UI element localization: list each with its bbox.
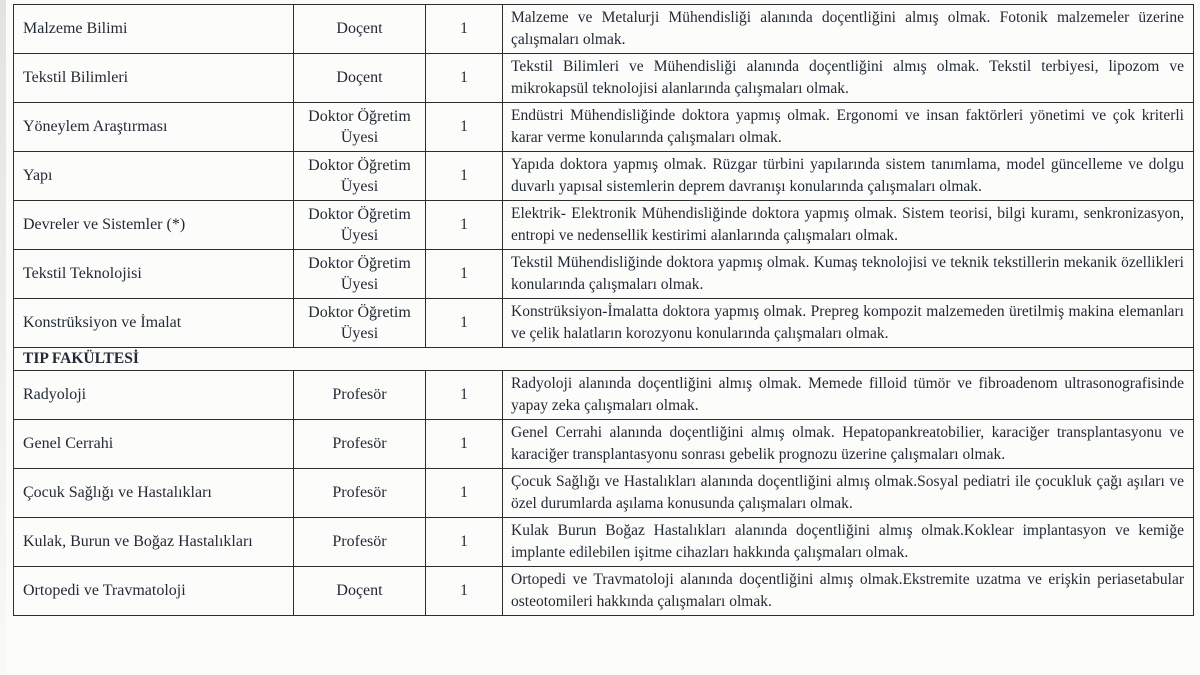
requirement-cell: Konstrüksiyon-İmalatta doktora yapmış olmak. Prepreg kompozit malzemeden üretilmiş makina elemanları ve çelik halatların korozyonu konularında çalışmaları olmak. <box>503 299 1194 348</box>
position-row <box>14 5 1194 54</box>
quota-cell: 1 <box>426 299 503 348</box>
position-row <box>14 201 1194 250</box>
department-cell: Tekstil Bilimleri <box>14 54 294 103</box>
title-cell: Profesör <box>294 518 426 567</box>
requirement-cell: Kulak Burun Boğaz Hastalıkları alanında doçentliğini almış olmak.Koklear implantasyon ve kemiğe implante edilebilen işitme cihazları hakkında çalışmaları olmak. <box>503 518 1194 567</box>
title-cell: Doçent <box>294 567 426 616</box>
requirement-cell: Ortopedi ve Travmatoloji alanında doçentliğini almış olmak.Ekstremite uzatma ve erişkin periasetabular osteotomileri hakkında çalışmaları olmak. <box>503 567 1194 616</box>
department-cell: Çocuk Sağlığı ve Hastalıkları <box>14 469 294 518</box>
quota-cell: 1 <box>426 201 503 250</box>
requirement-cell: Tekstil Mühendisliğinde doktora yapmış olmak. Kumaş teknolojisi ve teknik tekstillerin mekanik özellikleri konularında çalışmaları olmak. <box>503 250 1194 299</box>
quota-cell: 1 <box>426 371 503 420</box>
quota-cell: 1 <box>426 250 503 299</box>
requirement-cell: Elektrik- Elektronik Mühendisliğinde doktora yapmış olmak. Sistem teorisi, bilgi kuramı, senkronizasyon, entropi ve nedensellik kestirimi alanlarında çalışmaları olmak. <box>503 201 1194 250</box>
department-cell: Konstrüksiyon ve İmalat <box>14 299 294 348</box>
title-cell: Doktor Öğretim Üyesi <box>294 201 426 250</box>
requirement-cell: Yapıda doktora yapmış olmak. Rüzgar türbini yapılarında sistem tanımlama, model güncelleme ve dolgu duvarlı yapısal sistemlerin deprem davranışı konularında çalışmaları olmak. <box>503 152 1194 201</box>
quota-cell: 1 <box>426 54 503 103</box>
academic-positions-table <box>13 4 1194 616</box>
title-cell: Doktor Öğretim Üyesi <box>294 299 426 348</box>
faculty-section-row <box>14 348 1194 371</box>
position-row <box>14 152 1194 201</box>
department-cell: Devreler ve Sistemler (*) <box>14 201 294 250</box>
department-cell: Radyoloji <box>14 371 294 420</box>
position-row <box>14 567 1194 616</box>
quota-cell: 1 <box>426 152 503 201</box>
title-cell: Doçent <box>294 54 426 103</box>
title-cell: Doktor Öğretim Üyesi <box>294 103 426 152</box>
title-cell: Profesör <box>294 420 426 469</box>
table-body <box>14 5 1194 616</box>
title-cell: Doktor Öğretim Üyesi <box>294 152 426 201</box>
department-cell: Tekstil Teknolojisi <box>14 250 294 299</box>
title-cell: Doçent <box>294 5 426 54</box>
position-row <box>14 54 1194 103</box>
scanned-page-edge <box>0 0 6 675</box>
requirement-cell: Genel Cerrahi alanında doçentliğini almış olmak. Hepatopankreatobilier, karaciğer transplantasyonu ve karaciğer transplantasyonu sonrası gebelik prognozu üzerine çalışmaları olmak. <box>503 420 1194 469</box>
department-cell: Yöneylem Araştırması <box>14 103 294 152</box>
faculty-section-label: TIP FAKÜLTESİ <box>14 348 1194 371</box>
position-row <box>14 371 1194 420</box>
requirement-cell: Malzeme ve Metalurji Mühendisliği alanında doçentliğini almış olmak. Fotonik malzemeler üzerine çalışmaları olmak. <box>503 5 1194 54</box>
department-cell: Malzeme Bilimi <box>14 5 294 54</box>
quota-cell: 1 <box>426 420 503 469</box>
position-row <box>14 420 1194 469</box>
quota-cell: 1 <box>426 103 503 152</box>
position-row <box>14 103 1194 152</box>
requirement-cell: Çocuk Sağlığı ve Hastalıkları alanında doçentliğini almış olmak.Sosyal pediatri ile çocukluk çağı aşıları ve özel durumlarda aşılama konusunda çalışmaları olmak. <box>503 469 1194 518</box>
department-cell: Ortopedi ve Travmatoloji <box>14 567 294 616</box>
position-row <box>14 518 1194 567</box>
department-cell: Genel Cerrahi <box>14 420 294 469</box>
department-cell: Kulak, Burun ve Boğaz Hastalıkları <box>14 518 294 567</box>
quota-cell: 1 <box>426 469 503 518</box>
position-row <box>14 469 1194 518</box>
quota-cell: 1 <box>426 518 503 567</box>
title-cell: Profesör <box>294 371 426 420</box>
position-row <box>14 250 1194 299</box>
department-cell: Yapı <box>14 152 294 201</box>
quota-cell: 1 <box>426 5 503 54</box>
requirement-cell: Endüstri Mühendisliğinde doktora yapmış olmak. Ergonomi ve insan faktörleri yönetimi ve çok kriterli karar verme konularında çalışmaları olmak. <box>503 103 1194 152</box>
title-cell: Doktor Öğretim Üyesi <box>294 250 426 299</box>
position-row <box>14 299 1194 348</box>
requirement-cell: Radyoloji alanında doçentliğini almış olmak. Memede filloid tümör ve fibroadenom ultrasonografisinde yapay zeka çalışmaları olmak. <box>503 371 1194 420</box>
title-cell: Profesör <box>294 469 426 518</box>
requirement-cell: Tekstil Bilimleri ve Mühendisliği alanında doçentliğini almış olmak. Tekstil terbiyesi, lipozom ve mikrokapsül teknolojisi alanlarında çalışmaları olmak. <box>503 54 1194 103</box>
quota-cell: 1 <box>426 567 503 616</box>
